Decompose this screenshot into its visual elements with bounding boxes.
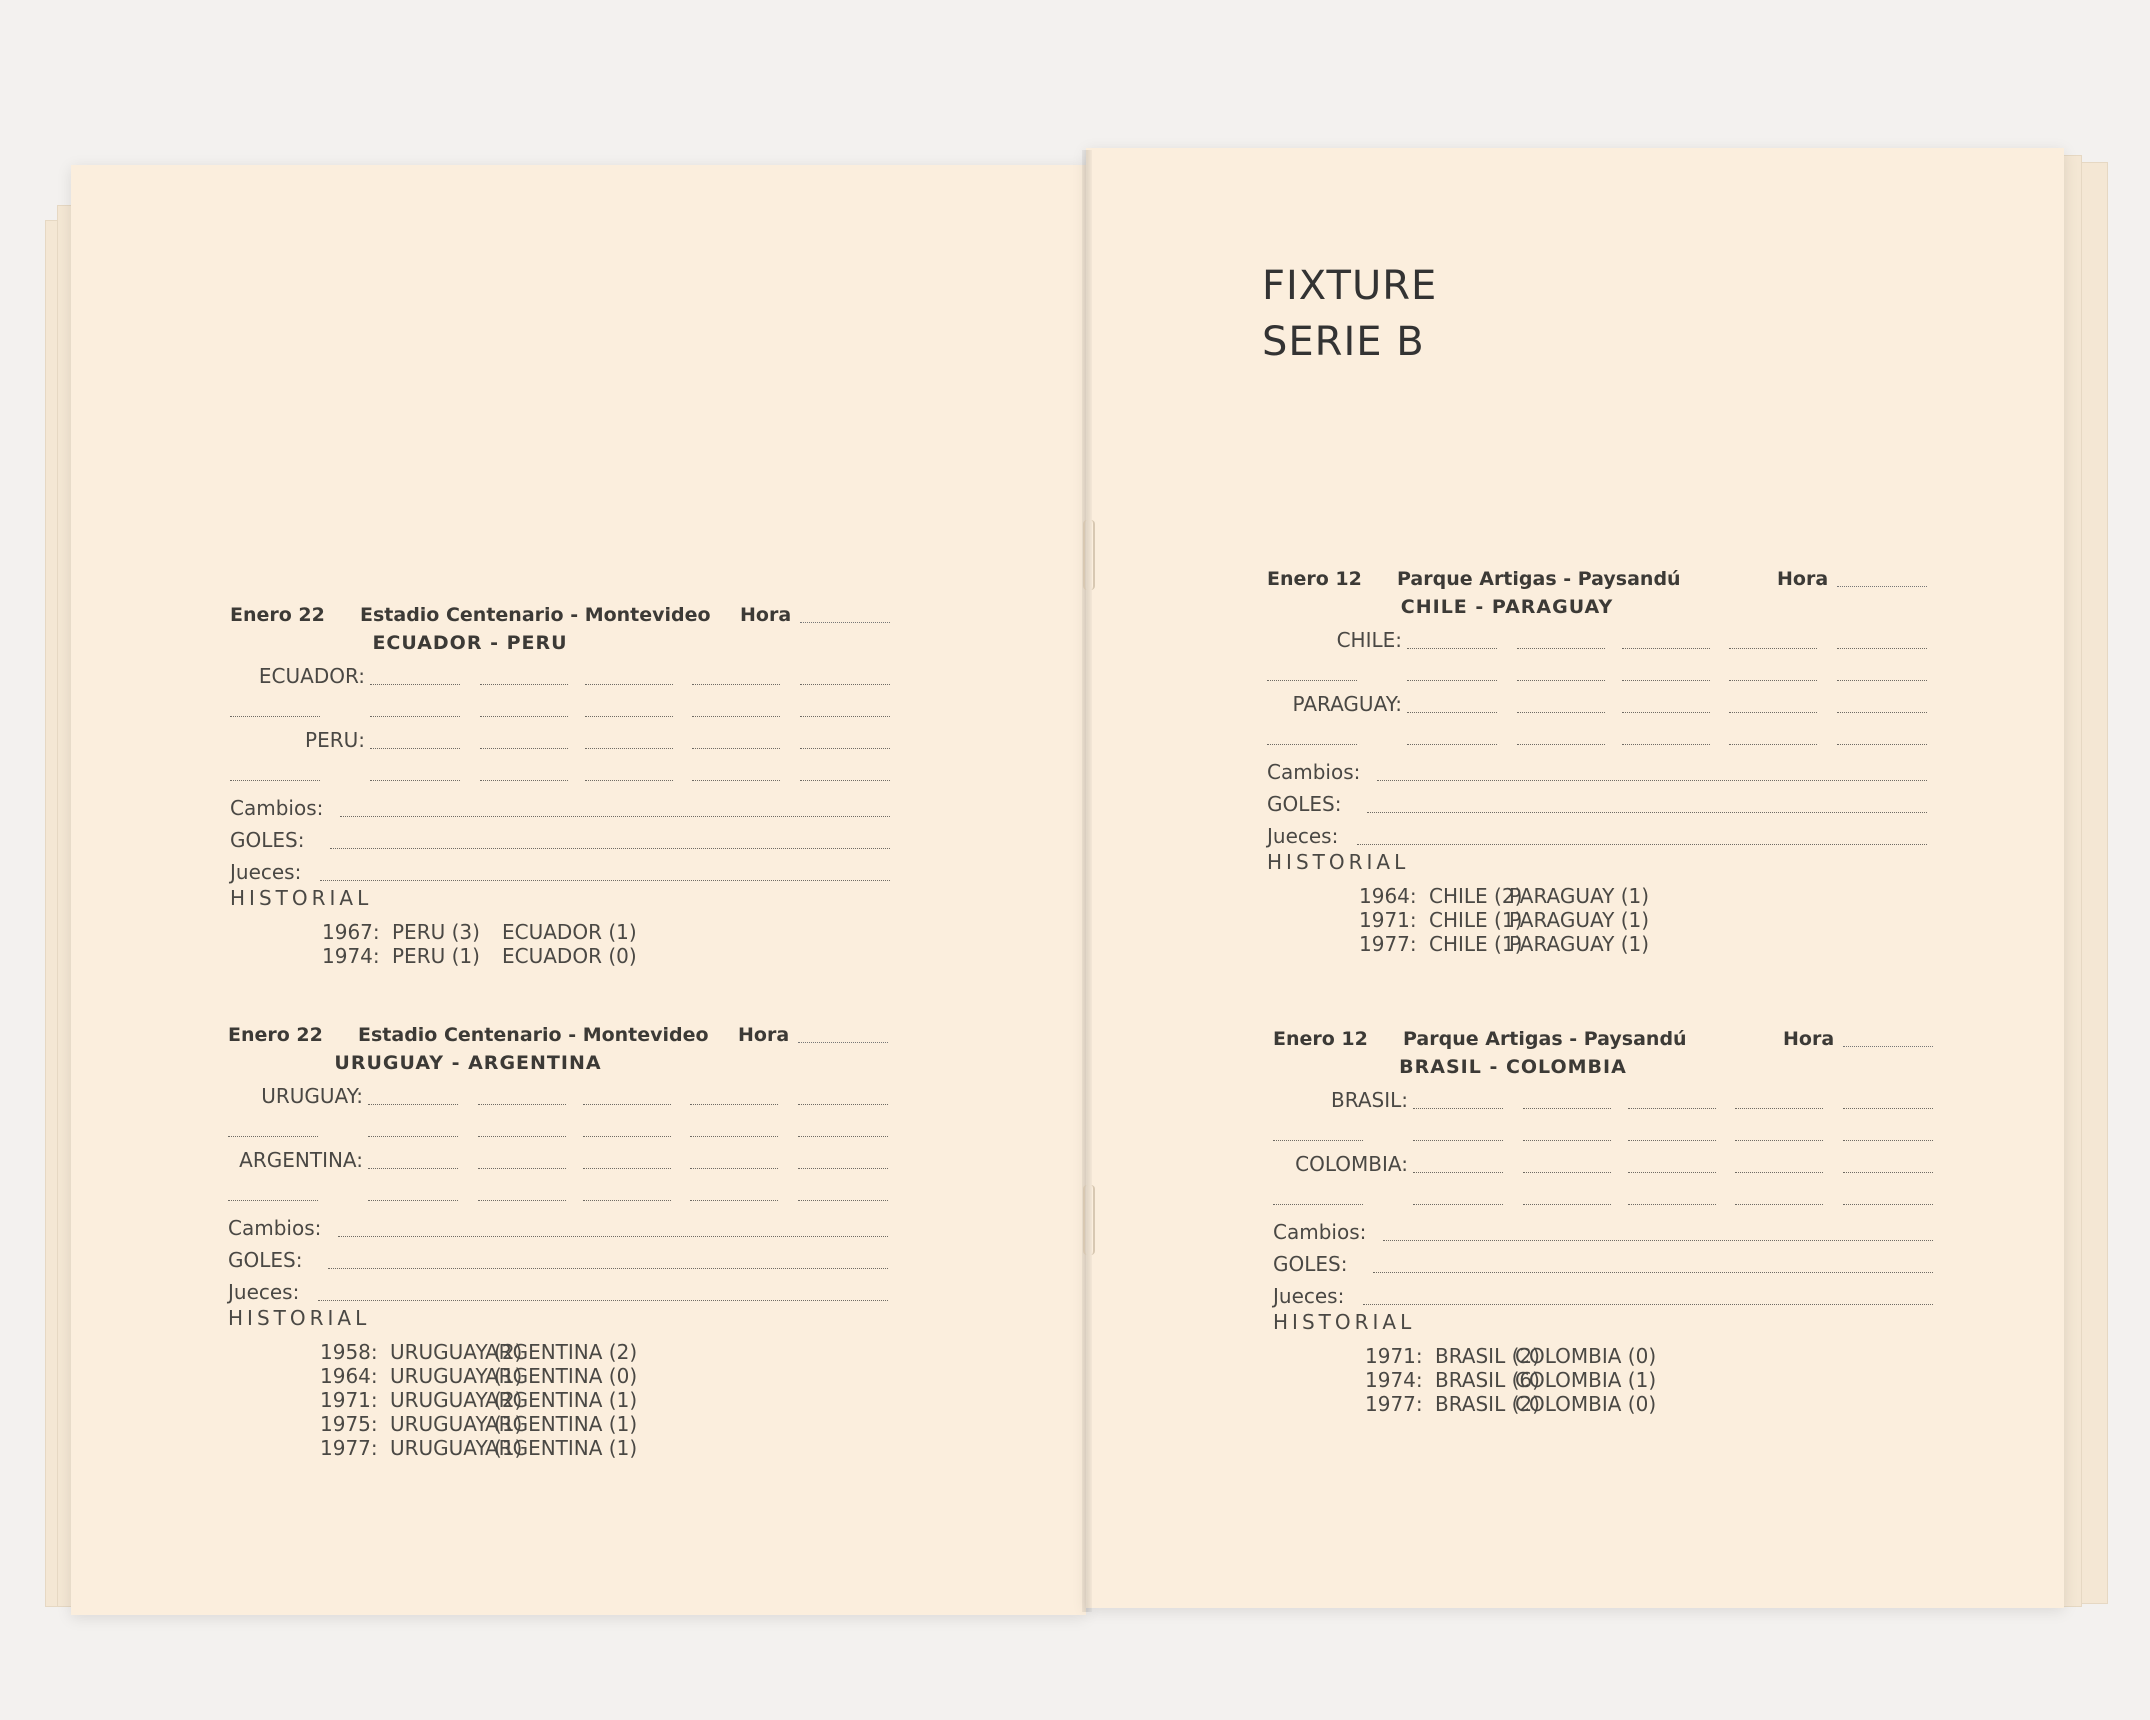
history-row <box>1359 884 1759 908</box>
match-teams: ECUADOR - PERU <box>372 632 568 654</box>
history-year: 1975: <box>320 1412 378 1436</box>
history-team2-score: ARGENTINA (1) <box>485 1436 638 1460</box>
match-date: Enero 22 <box>228 1024 323 1046</box>
lineup-fill-line[interactable] <box>228 1200 318 1201</box>
history-row <box>1365 1392 1765 1416</box>
lineup-fill-line[interactable] <box>583 1136 671 1137</box>
team-label: PERU: <box>305 728 365 752</box>
lineup-fill-line[interactable] <box>1729 744 1817 745</box>
page-title <box>1262 258 1437 370</box>
lineup-fill-line[interactable] <box>585 716 673 717</box>
lineup-fill-line[interactable] <box>800 684 890 685</box>
lineup-fill-line[interactable] <box>368 1168 458 1169</box>
lineup-fill-line[interactable] <box>478 1168 566 1169</box>
lineup-fill-line[interactable] <box>230 716 320 717</box>
match-header <box>228 1024 898 1052</box>
lineup-fill-line[interactable] <box>1523 1172 1611 1173</box>
history-team2-score: COLOMBIA (0) <box>1515 1344 1657 1368</box>
cambios-label: Cambios: <box>1267 760 1361 784</box>
history-row <box>320 1364 720 1388</box>
match-date: Enero 22 <box>230 604 325 626</box>
lineup-fill-line[interactable] <box>478 1136 566 1137</box>
lineup-fill-line[interactable] <box>1837 680 1927 681</box>
history-team2-score: PARAGUAY (1) <box>1509 908 1650 932</box>
staple-top <box>1083 520 1095 590</box>
history-team1-score: PERU (3) <box>392 920 480 944</box>
team2-lineup-row <box>1267 692 1937 722</box>
lineup-fill-line[interactable] <box>1628 1140 1716 1141</box>
lineup-fill-line[interactable] <box>480 684 568 685</box>
lineup-fill-line[interactable] <box>1273 1140 1363 1141</box>
lineup-fill-line[interactable] <box>798 1104 888 1105</box>
team2-lineup-row <box>1273 1152 1943 1182</box>
lineup-fill-line[interactable] <box>370 684 460 685</box>
lineup-fill-line[interactable] <box>1517 712 1605 713</box>
history-team2-score: PARAGUAY (1) <box>1509 884 1650 908</box>
match-date: Enero 12 <box>1267 568 1362 590</box>
goles-fill-line[interactable] <box>328 1268 888 1269</box>
team2-lineup-row <box>230 728 900 758</box>
lineup-fill-line[interactable] <box>585 748 673 749</box>
lineup-fill-line[interactable] <box>1523 1204 1611 1205</box>
match-header <box>1267 568 1937 596</box>
history-row <box>320 1388 720 1412</box>
staple-bottom <box>1083 1185 1095 1255</box>
goles-label: GOLES: <box>230 828 305 852</box>
jueces-label: Jueces: <box>1273 1284 1345 1308</box>
history-row <box>1365 1344 1765 1368</box>
book-gutter <box>1082 150 1092 1612</box>
team-label: COLOMBIA: <box>1295 1152 1408 1176</box>
goles-label: GOLES: <box>1267 792 1342 816</box>
lineup-fill-line[interactable] <box>800 748 890 749</box>
lineup-fill-line[interactable] <box>1843 1172 1933 1173</box>
lineup-fill-line[interactable] <box>585 780 673 781</box>
match-uruguay-argentina <box>228 1024 898 1460</box>
lineup-fill-line[interactable] <box>1413 1108 1503 1109</box>
hora-fill-line <box>1843 1046 1933 1047</box>
jueces-fill-line[interactable] <box>1357 844 1927 845</box>
lineup-fill-line[interactable] <box>370 716 460 717</box>
lineup-fill-line[interactable] <box>1523 1108 1611 1109</box>
cambios-row <box>1267 760 1937 790</box>
cambios-label: Cambios: <box>230 796 324 820</box>
lineup-fill-line[interactable] <box>1622 744 1710 745</box>
goles-label: GOLES: <box>1273 1252 1348 1276</box>
lineup-fill-line[interactable] <box>692 684 780 685</box>
lineup-fill-line[interactable] <box>1735 1108 1823 1109</box>
match-brasil-colombia <box>1273 1028 1943 1448</box>
match-header <box>1273 1028 1943 1056</box>
lineup-fill-line[interactable] <box>1517 680 1605 681</box>
match-venue: Parque Artigas - Paysandú <box>1403 1028 1687 1050</box>
history-year: 1967: <box>322 920 380 944</box>
jueces-fill-line[interactable] <box>1363 1304 1933 1305</box>
lineup-fill-line[interactable] <box>1843 1140 1933 1141</box>
match-hora-label: Hora <box>740 604 792 626</box>
team1-lineup-row-2 <box>228 1116 898 1146</box>
history-year: 1971: <box>320 1388 378 1412</box>
goles-fill-line[interactable] <box>1373 1272 1933 1273</box>
cambios-fill-line[interactable] <box>340 816 890 817</box>
lineup-fill-line[interactable] <box>1622 712 1710 713</box>
historial-heading: HISTORIAL <box>230 886 373 910</box>
history-row <box>320 1412 720 1436</box>
team1-lineup-row-2 <box>1267 660 1937 690</box>
history-year: 1958: <box>320 1340 378 1364</box>
cambios-fill-line[interactable] <box>1383 1240 1933 1241</box>
hora-fill-line <box>1837 586 1927 587</box>
jueces-fill-line[interactable] <box>320 880 890 881</box>
lineup-fill-line[interactable] <box>480 780 568 781</box>
match-teams: BRASIL - COLOMBIA <box>1399 1056 1627 1078</box>
history-team1-score: BRASIL (2) <box>1435 1344 1540 1368</box>
lineup-fill-line[interactable] <box>1517 744 1605 745</box>
history-team2-score: ARGENTINA (1) <box>485 1388 638 1412</box>
team2-lineup-row-2 <box>228 1180 898 1210</box>
history-row <box>322 920 722 944</box>
hora-fill-line <box>798 1042 888 1043</box>
lineup-fill-line[interactable] <box>1735 1140 1823 1141</box>
match-venue: Estadio Centenario - Montevideo <box>360 604 711 626</box>
lineup-fill-line[interactable] <box>585 684 673 685</box>
jueces-label: Jueces: <box>230 860 302 884</box>
history-row <box>320 1340 720 1364</box>
lineup-fill-line[interactable] <box>798 1200 888 1201</box>
team1-lineup-row <box>228 1084 898 1114</box>
team1-lineup-row <box>230 664 900 694</box>
cambios-row <box>228 1216 898 1246</box>
goles-row <box>228 1248 898 1278</box>
match-ecuador-peru <box>230 604 900 1024</box>
lineup-fill-line[interactable] <box>1413 1172 1503 1173</box>
goles-row <box>1267 792 1937 822</box>
match-venue: Parque Artigas - Paysandú <box>1397 568 1681 590</box>
team-label: CHILE: <box>1336 628 1402 652</box>
lineup-fill-line[interactable] <box>1837 712 1927 713</box>
match-teams: CHILE - PARAGUAY <box>1400 596 1614 618</box>
cambios-fill-line[interactable] <box>338 1236 888 1237</box>
lineup-fill-line[interactable] <box>690 1168 778 1169</box>
history-team2-score: ECUADOR (1) <box>502 920 637 944</box>
team-label: ARGENTINA: <box>239 1148 363 1172</box>
history-team2-score: ARGENTINA (2) <box>485 1340 638 1364</box>
goles-fill-line[interactable] <box>330 848 890 849</box>
match-hora-label: Hora <box>738 1024 790 1046</box>
history-year: 1964: <box>320 1364 378 1388</box>
history-year: 1964: <box>1359 884 1417 908</box>
team-label: PARAGUAY: <box>1292 692 1402 716</box>
history-year: 1977: <box>320 1436 378 1460</box>
lineup-fill-line[interactable] <box>1267 744 1357 745</box>
lineup-fill-line[interactable] <box>583 1200 671 1201</box>
lineup-fill-line[interactable] <box>1843 1108 1933 1109</box>
history-year: 1977: <box>1365 1392 1423 1416</box>
lineup-fill-line[interactable] <box>690 1136 778 1137</box>
history-year: 1974: <box>1365 1368 1423 1392</box>
lineup-fill-line[interactable] <box>1837 744 1927 745</box>
lineup-fill-line[interactable] <box>480 748 568 749</box>
lineup-fill-line[interactable] <box>1273 1204 1363 1205</box>
team1-lineup-row <box>1273 1088 1943 1118</box>
hora-fill-line <box>800 622 890 623</box>
cambios-fill-line[interactable] <box>1377 780 1927 781</box>
team2-lineup-row-2 <box>1273 1184 1943 1214</box>
lineup-fill-line[interactable] <box>798 1136 888 1137</box>
team-label: URUGUAY: <box>261 1084 363 1108</box>
lineup-fill-line[interactable] <box>368 1200 458 1201</box>
match-venue: Estadio Centenario - Montevideo <box>358 1024 709 1046</box>
match-date: Enero 12 <box>1273 1028 1368 1050</box>
lineup-fill-line[interactable] <box>480 716 568 717</box>
lineup-fill-line[interactable] <box>478 1104 566 1105</box>
lineup-fill-line[interactable] <box>1628 1204 1716 1205</box>
goles-row <box>230 828 900 858</box>
match-hora-label: Hora <box>1783 1028 1835 1050</box>
lineup-fill-line[interactable] <box>1267 680 1357 681</box>
history-team1-score: URUGUAY (2) <box>390 1340 523 1364</box>
lineup-fill-line[interactable] <box>1843 1204 1933 1205</box>
title-line-2: SERIE B <box>1262 319 1425 365</box>
lineup-fill-line[interactable] <box>1837 648 1927 649</box>
lineup-fill-line[interactable] <box>690 1104 778 1105</box>
historial-heading: HISTORIAL <box>1267 850 1410 874</box>
lineup-fill-line[interactable] <box>478 1200 566 1201</box>
jueces-label: Jueces: <box>1267 824 1339 848</box>
history-team1-score: CHILE (2) <box>1429 884 1523 908</box>
lineup-fill-line[interactable] <box>1735 1172 1823 1173</box>
cambios-row <box>230 796 900 826</box>
cambios-label: Cambios: <box>228 1216 322 1240</box>
lineup-fill-line[interactable] <box>1413 1140 1503 1141</box>
history-row <box>1359 908 1759 932</box>
history-row <box>1359 932 1759 956</box>
team1-lineup-row-2 <box>230 696 900 726</box>
lineup-fill-line[interactable] <box>1628 1172 1716 1173</box>
history-team2-score: ECUADOR (0) <box>502 944 637 968</box>
jueces-label: Jueces: <box>228 1280 300 1304</box>
history-team1-score: URUGUAY (1) <box>390 1364 523 1388</box>
history-team2-score: COLOMBIA (1) <box>1515 1368 1657 1392</box>
lineup-fill-line[interactable] <box>1407 648 1497 649</box>
lineup-fill-line[interactable] <box>800 780 890 781</box>
history-team2-score: PARAGUAY (1) <box>1509 932 1650 956</box>
cambios-label: Cambios: <box>1273 1220 1367 1244</box>
lineup-fill-line[interactable] <box>1628 1108 1716 1109</box>
history-team1-score: BRASIL (2) <box>1435 1392 1540 1416</box>
lineup-fill-line[interactable] <box>1729 712 1817 713</box>
lineup-fill-line[interactable] <box>583 1104 671 1105</box>
lineup-fill-line[interactable] <box>800 716 890 717</box>
historial-heading: HISTORIAL <box>228 1306 371 1330</box>
history-team2-score: COLOMBIA (0) <box>1515 1392 1657 1416</box>
lineup-fill-line[interactable] <box>1407 680 1497 681</box>
goles-label: GOLES: <box>228 1248 303 1272</box>
cambios-row <box>1273 1220 1943 1250</box>
history-team2-score: ARGENTINA (1) <box>485 1412 638 1436</box>
jueces-fill-line[interactable] <box>318 1300 888 1301</box>
team2-lineup-row-2 <box>230 760 900 790</box>
history-year: 1974: <box>322 944 380 968</box>
goles-row <box>1273 1252 1943 1282</box>
lineup-fill-line[interactable] <box>368 1104 458 1105</box>
historial-heading: HISTORIAL <box>1273 1310 1416 1334</box>
lineup-fill-line[interactable] <box>692 748 780 749</box>
team-label: BRASIL: <box>1331 1088 1408 1112</box>
match-chile-paraguay <box>1267 568 1937 988</box>
lineup-fill-line[interactable] <box>230 780 320 781</box>
title-line-1: FIXTURE <box>1262 263 1438 309</box>
lineup-fill-line[interactable] <box>1407 712 1497 713</box>
lineup-fill-line[interactable] <box>798 1168 888 1169</box>
lineup-fill-line[interactable] <box>1729 680 1817 681</box>
lineup-fill-line[interactable] <box>368 1136 458 1137</box>
history-team1-score: CHILE (1) <box>1429 932 1523 956</box>
lineup-fill-line[interactable] <box>583 1168 671 1169</box>
lineup-fill-line[interactable] <box>692 716 780 717</box>
lineup-fill-line[interactable] <box>370 748 460 749</box>
lineup-fill-line[interactable] <box>1523 1140 1611 1141</box>
team1-lineup-row <box>1267 628 1937 658</box>
history-team1-score: URUGUAY (1) <box>390 1412 523 1436</box>
lineup-fill-line[interactable] <box>1517 648 1605 649</box>
history-team1-score: URUGUAY (1) <box>390 1436 523 1460</box>
match-hora-label: Hora <box>1777 568 1829 590</box>
lineup-fill-line[interactable] <box>228 1136 318 1137</box>
team2-lineup-row-2 <box>1267 724 1937 754</box>
history-year: 1971: <box>1359 908 1417 932</box>
lineup-fill-line[interactable] <box>1413 1204 1503 1205</box>
lineup-fill-line[interactable] <box>1622 680 1710 681</box>
history-year: 1977: <box>1359 932 1417 956</box>
lineup-fill-line[interactable] <box>690 1200 778 1201</box>
lineup-fill-line[interactable] <box>692 780 780 781</box>
lineup-fill-line[interactable] <box>1622 648 1710 649</box>
team2-lineup-row <box>228 1148 898 1178</box>
history-team2-score: ARGENTINA (0) <box>485 1364 638 1388</box>
match-header <box>230 604 900 632</box>
history-row <box>320 1436 720 1460</box>
history-year: 1971: <box>1365 1344 1423 1368</box>
history-row <box>322 944 722 968</box>
lineup-fill-line[interactable] <box>1407 744 1497 745</box>
goles-fill-line[interactable] <box>1367 812 1927 813</box>
lineup-fill-line[interactable] <box>370 780 460 781</box>
lineup-fill-line[interactable] <box>1735 1204 1823 1205</box>
team1-lineup-row-2 <box>1273 1120 1943 1150</box>
history-team1-score: URUGUAY (2) <box>390 1388 523 1412</box>
history-team1-score: BRASIL (6) <box>1435 1368 1540 1392</box>
lineup-fill-line[interactable] <box>1729 648 1817 649</box>
history-team1-score: PERU (1) <box>392 944 480 968</box>
team-label: ECUADOR: <box>258 664 365 688</box>
history-row <box>1365 1368 1765 1392</box>
history-team1-score: CHILE (1) <box>1429 908 1523 932</box>
match-teams: URUGUAY - ARGENTINA <box>334 1052 602 1074</box>
